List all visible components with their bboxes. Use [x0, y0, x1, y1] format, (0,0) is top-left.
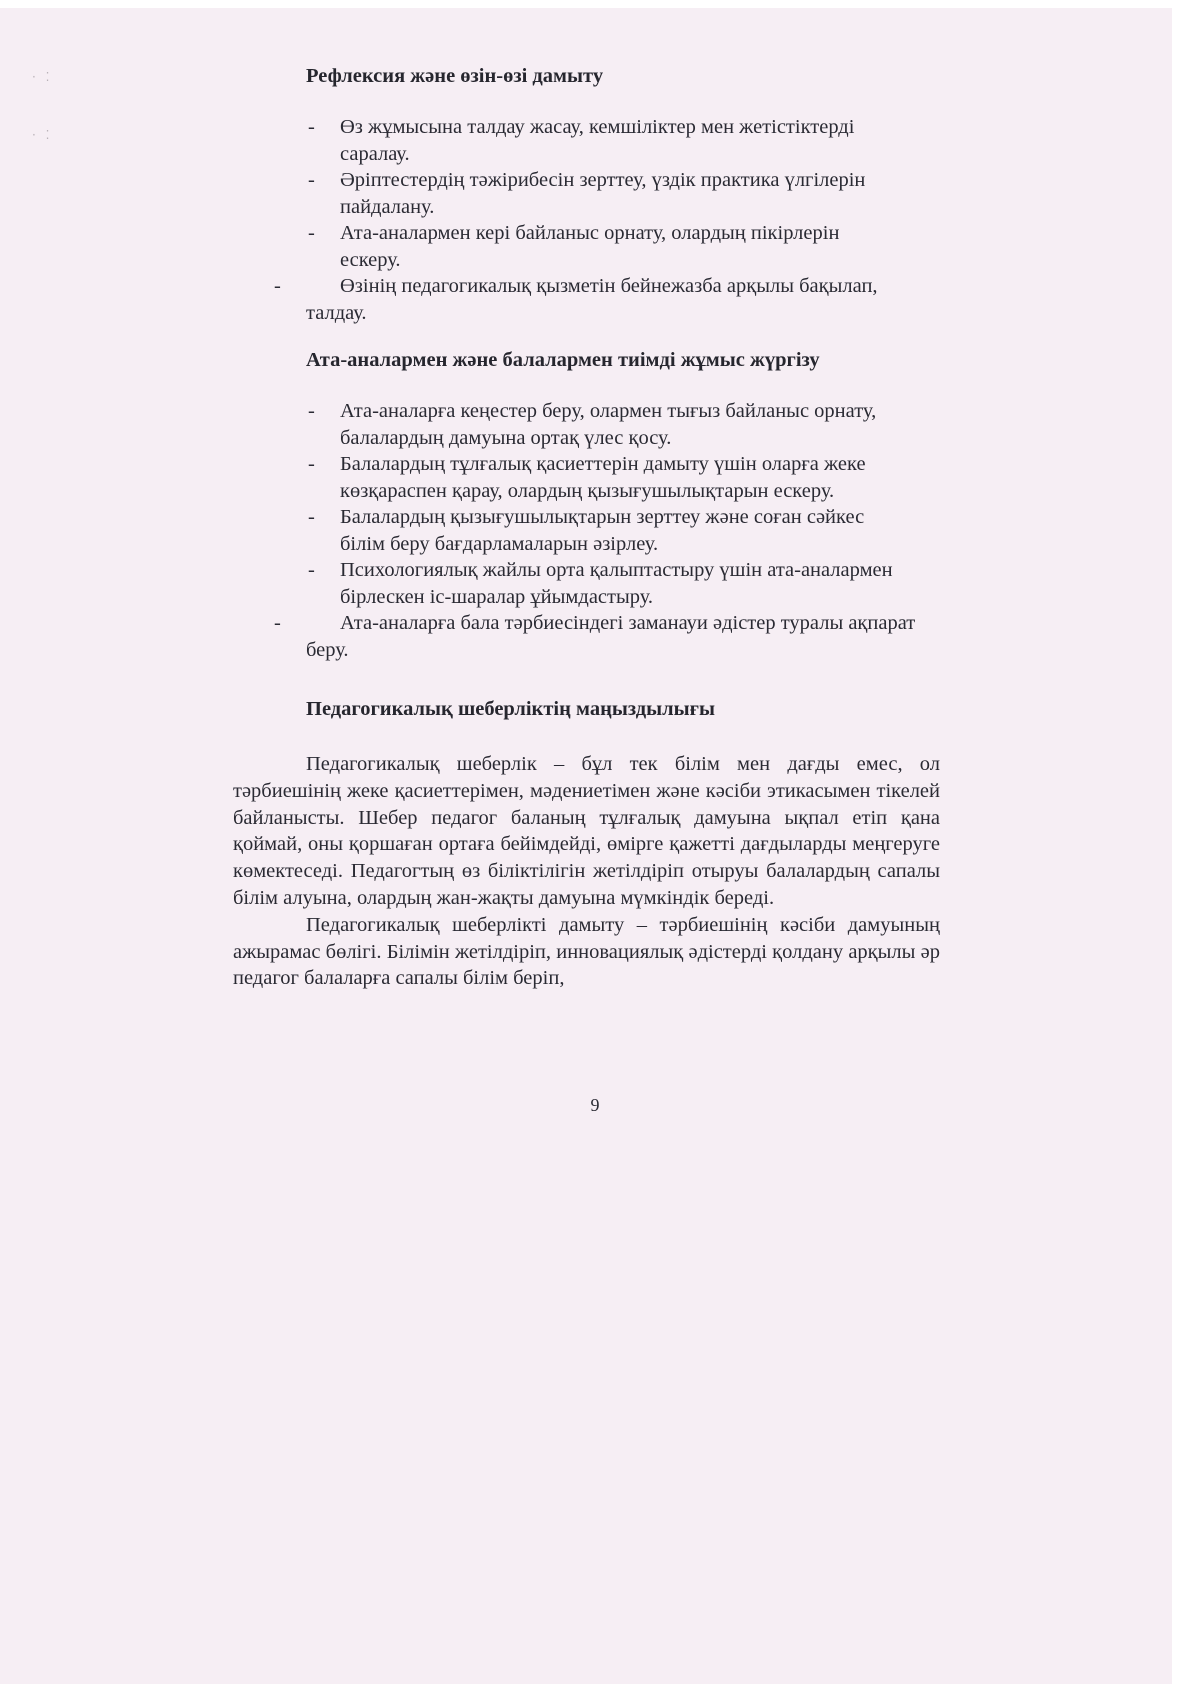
list-item-hanging: - Ата-аналарға бала тәрбиесіндегі заманауи әдістер туралы ақпарат беру. — [274, 612, 916, 661]
scan-artifact: · ⁚ — [32, 70, 53, 84]
section-heading-reflection: Рефлексия және өзін-өзі дамыту — [306, 65, 604, 87]
list-item: - Өз жұмысына талдау жасау, кемшіліктер мен жетістіктерді саралау. — [308, 116, 855, 165]
list-item: - Ата-аналармен кері байланыс орнату, олардың пікірлерін ескеру. — [308, 222, 840, 271]
section-heading-parents-children: Ата-аналармен және балалармен тиімді жұмыс жүргізу — [306, 349, 820, 371]
body-paragraph: Педагогикалық шеберлік – бұл тек білім мен дағды емес, ол тәрбиешінің жеке қасиеттерімен, мәдениетімен және кәсіби этикасымен тікелей байланысты. Шебер педагог баланың тұлғалық дамуына ықпал етіп қана қоймай, оны қоршаған ортаға бейімдейді, өмірге қажетті дағдыларды меңгеруге көмектеседі. Педагогтың өз біліктілігін жетілдіріп отыруы балалардың сапалы білім алуына, олардың жан-жақты дамуына мүмкіндік береді. — [233, 753, 940, 909]
list-item: - Психологиялық жайлы орта қалыптастыру үшін ата-аналармен бірлескен іс-шаралар ұйымдастыру. — [308, 559, 893, 608]
scan-artifact: · ⁚ — [32, 128, 53, 142]
parents-children-list — [233, 398, 940, 610]
list-item: - Ата-аналарға кеңестер беру, олармен тығыз байланыс орнату, балалардың дамуына ортақ үлес қосу. — [308, 400, 877, 449]
page-content — [233, 62, 940, 992]
list-item-hanging: - Өзінің педагогикалық қызметін бейнежазба арқылы бақылап, талдау. — [274, 275, 878, 324]
body-paragraph: Педагогикалық шеберлікті дамыту – тәрбиешінің кәсіби дамуының ажырамас бөлігі. Білімін жетілдіріп, инновациялық әдістерді қолдану арқылы әр педагог балаларға сапалы білім беріп, — [233, 913, 940, 990]
page-top-edge — [0, 0, 1190, 8]
reflection-list — [233, 114, 940, 273]
section-heading-pedagogical-mastery: Педагогикалық шеберліктің маңыздылығы — [306, 698, 715, 720]
list-item: - Балалардың тұлғалық қасиеттерін дамыту үшін оларға жеке көзқараспен қарау, олардың қызығушылықтарын ескеру. — [308, 453, 866, 502]
list-item: - Әріптестердің тәжірибесін зерттеу, үздік практика үлгілерін пайдалану. — [308, 169, 866, 218]
page-right-edge — [1172, 0, 1190, 1684]
page-number: 9 — [590, 1095, 600, 1115]
list-item: - Балалардың қызығушылықтарын зерттеу және соған сәйкес білім беру бағдарламаларын әзірлеу. — [308, 506, 865, 555]
